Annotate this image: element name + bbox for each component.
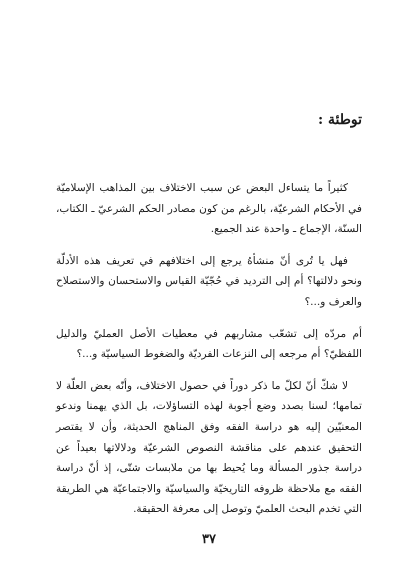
section-heading: توطئة : bbox=[317, 112, 362, 128]
paragraph-question-1: فهل يا تُرى أنّ منشأهُ يرجع إلى اختلافهم في تعريف هذه الأدلّة ونحو دلالتها؟ أم إلى الترديد في حُجّيّة القياس والاستحسان والاستصلاح والعرف و...؟ bbox=[56, 254, 362, 308]
body-text bbox=[56, 178, 362, 531]
page-number: ٣٧ bbox=[202, 532, 216, 547]
paragraph-question-2: أم مردّه إلى تشعّب مشاربهم في معطيات الأصل العمليّ والدليل اللفظيّ؟ أم مرجعه إلى النزعات الفرديّة والضغوط السياسيّة و...؟ bbox=[56, 327, 362, 361]
paragraph-intro: كثيراً ما يتساءل البعض عن سبب الاختلاف بين المذاهب الإسلاميّة في الأحكام الشرعيّة، بالرغم من كون مصادر الحكم الشرعيّ ـ الكتاب، السنّة، الإجماع ـ واحدة عند الجميع. bbox=[56, 182, 362, 236]
paragraph-answer: لا شكّ أنّ لكلّ ما ذكر دوراً في حصول الاختلاف، وأنّه بعض العلّة لا تمامها؛ لسنا بصدد وضع أجوبة لهذه التساؤلات، بل الذي يهمنا وندعو المعنيّين إليه هو دراسة الفقه وفق المناهج الحديثة، وأن لا يقتصر التحقيق عندهم على مناقشة النصوص الشرعيّة ودلالاتها بعيداً عن دراسة جذور المسألة وما يُحيط بها من ملابسات شتّى، إذ أنّ دراسة الفقه مع ملاحظة ظروفه التاريخيّة والسياسيّة والاجتماعيّة هي الطريقة التي تخدم البحث العلميّ وتوصل إلى معرفة الحقيقة. bbox=[56, 379, 362, 516]
